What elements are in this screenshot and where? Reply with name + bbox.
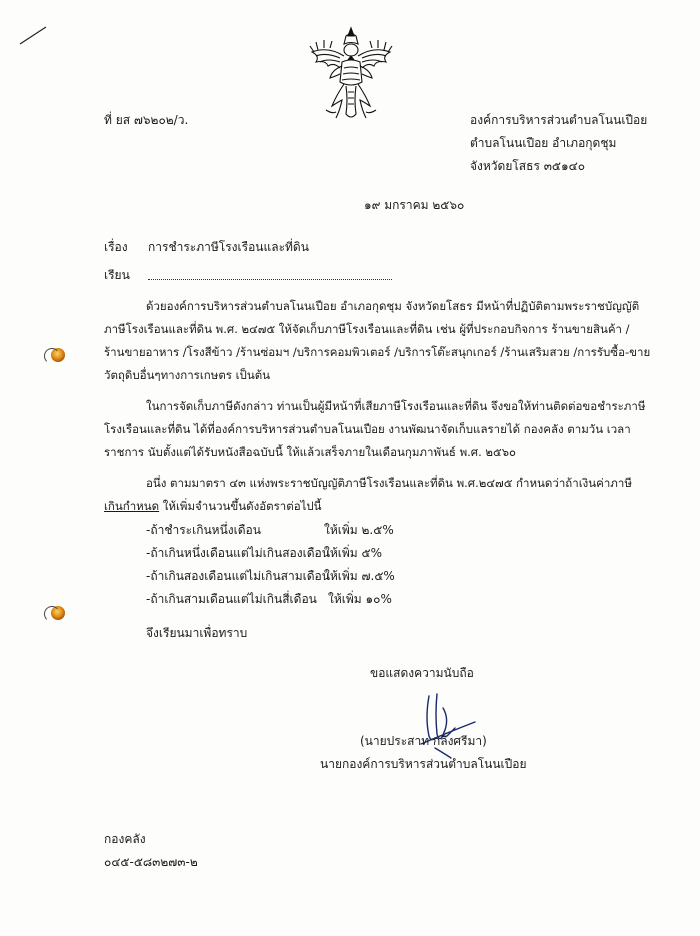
para1-line-2: ภาษีโรงเรือนและที่ดิน พ.ศ. ๒๔๗๕ ให้จัดเก็บภาษีโรงเรือนและที่ดิน เช่น ผู้ที่ประกอบกิจการ ร้านขายสินค้า / — [104, 322, 630, 336]
hole-punch-shadow-top — [44, 348, 60, 364]
recipient-dotted-line — [148, 279, 392, 280]
para2-line-3: ราชการ นับตั้งแต่ได้รับหนังสือฉบับนี้ ให้แล้วเสร็จภายในเดือนกุมภาพันธ์ พ.ศ. ๒๕๖๐ — [104, 445, 517, 459]
penalty-rate-2: ให้เพิ่ม ๕% — [324, 546, 382, 560]
overdue-underlined-text: เกินกำหนด — [104, 499, 160, 513]
penalty-condition-3: -ถ้าเกินสองเดือนแต่ไม่เกินสามเดือน — [146, 569, 330, 583]
penalty-rate-3: ให้เพิ่ม ๗.๕% — [324, 569, 395, 583]
department-name: กองคลัง — [104, 832, 146, 846]
hole-punch-shadow-bottom — [44, 606, 60, 622]
letter-date: ๑๙ มกราคม ๒๕๖๐ — [364, 198, 465, 212]
signer-title: นายกองค์การบริหารส่วนตำบลโนนเปือย — [320, 757, 527, 771]
sender-line-3: จังหวัดยโสธร ๓๕๑๔๐ — [470, 159, 586, 173]
reference-number: ที่ ยส ๗๖๒๐๒/ว. — [104, 113, 189, 127]
corner-pen-mark — [18, 24, 48, 46]
para1-line-4: วัตถุดิบอื่นๆทางการเกษตร เป็นต้น — [104, 368, 271, 382]
department-phone: ๐๔๕-๕๘๓๒๗๓-๒ — [104, 855, 198, 869]
regards-text: ขอแสดงความนับถือ — [370, 666, 474, 680]
para2-line-1: ในการจัดเก็บภาษีดังกล่าว ท่านเป็นผู้มีหน้าที่เสียภาษีโรงเรือนและที่ดิน จึงขอให้ท่านติดต่อขอชำระภาษี — [146, 399, 646, 413]
subject-text: การชำระภาษีโรงเรือนและที่ดิน — [148, 240, 309, 254]
penalty-rate-1: ให้เพิ่ม ๒.๕% — [324, 523, 394, 537]
sender-line-2: ตำบลโนนเปือย อำเภอกุดชุม — [470, 136, 617, 150]
signer-name: (นายประสาท กลิ่งศรีมา) — [360, 734, 487, 748]
closing-text: จึงเรียนมาเพื่อทราบ — [146, 626, 248, 640]
penalty-condition-4: -ถ้าเกินสามเดือนแต่ไม่เกินสี่เดือน — [146, 592, 317, 606]
para3-line-1: อนึ่ง ตามมาตรา ๔๓ แห่งพระราชบัญญัติภาษีโรงเรือนและที่ดิน พ.ศ.๒๔๗๕ กำหนดว่าถ้าเงินค่าภาษี — [146, 476, 632, 490]
penalty-rate-4: ให้เพิ่ม ๑๐% — [328, 592, 392, 606]
para1-line-1: ด้วยองค์การบริหารส่วนตำบลโนนเปือย อำเภอกุดชุม จังหวัดยโสธร มีหน้าที่ปฏิบัติตามพระราชบัญญัติ — [146, 299, 640, 313]
para3-line-2 — [104, 498, 322, 516]
para2-line-2: โรงเรือนและที่ดิน ได้ที่องค์การบริหารส่วนตำบลโนนเปือย งานพัฒนาจัดเก็บแลรายได้ กองคลัง ตามวัน เวลา — [104, 422, 631, 436]
para1-line-3: ร้านขายอาหาร /โรงสีข้าว /ร้านซ่อมฯ /บริการคอมพิวเตอร์ /บริการโต๊ะสนุกเกอร์ /ร้านเสริมสวย /การรับซื้อ-ขาย — [104, 345, 651, 359]
penalty-condition-1: -ถ้าชำระเกินหนึ่งเดือน — [146, 523, 261, 537]
subject-label: เรื่อง — [104, 240, 128, 254]
para3-line-2-rest: ให้เพิ่มจำนวนขึ้นดังอัตราต่อไปนี้ — [159, 499, 322, 513]
recipient-label: เรียน — [104, 268, 130, 282]
penalty-condition-2: -ถ้าเกินหนึ่งเดือนแต่ไม่เกินสองเดือน — [146, 546, 330, 560]
sender-line-1: องค์การบริหารส่วนตำบลโนนเปือย — [470, 113, 648, 127]
garuda-emblem-icon — [306, 26, 396, 122]
